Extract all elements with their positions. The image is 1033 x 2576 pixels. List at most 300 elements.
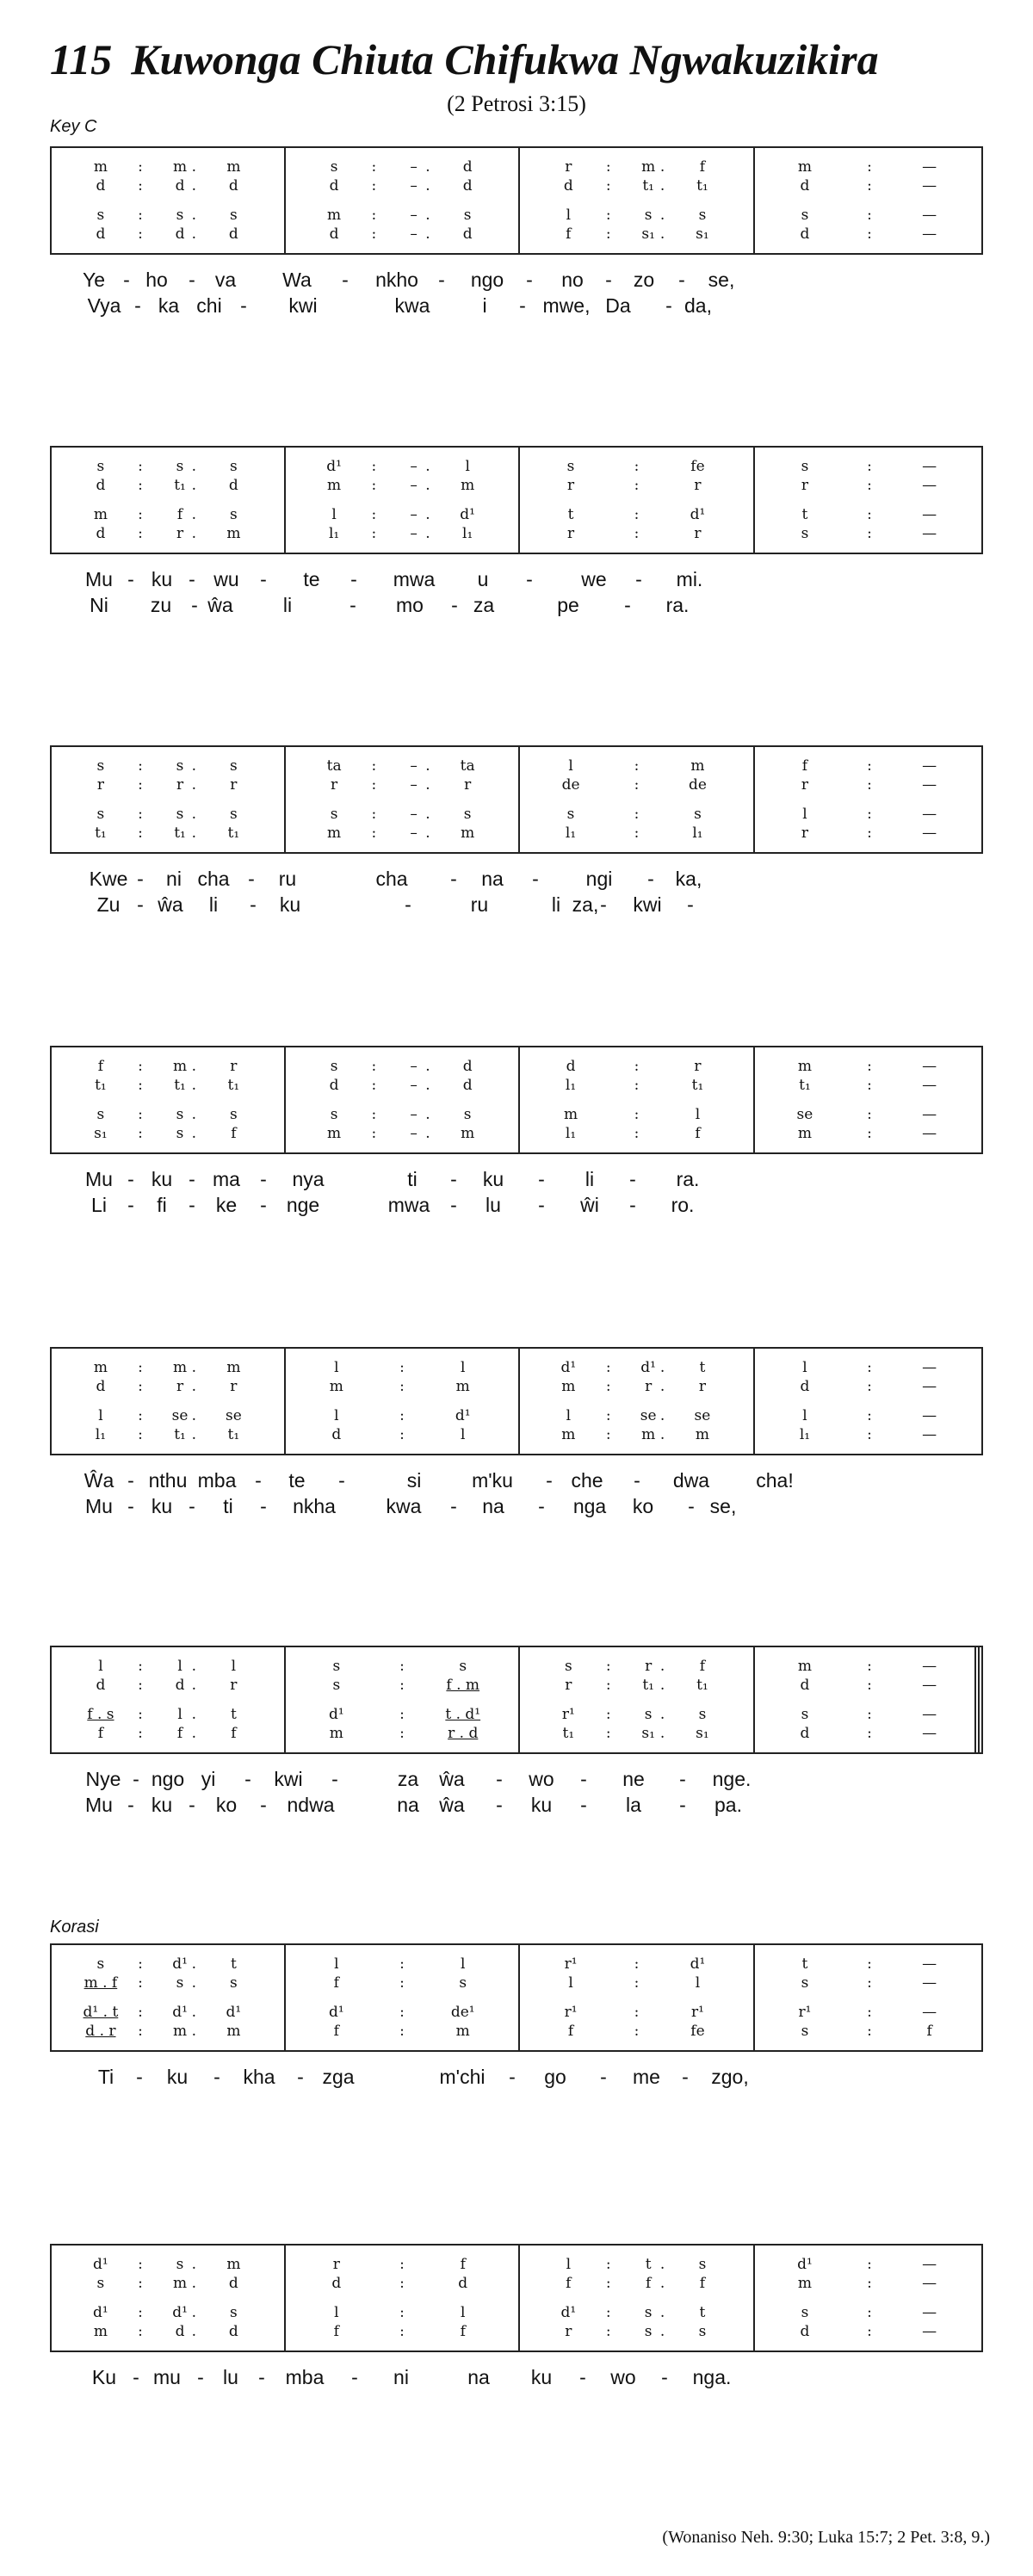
syllable-hyphen: - (133, 2366, 139, 2388)
hymn-number: 115 (50, 35, 113, 83)
sol-fa-note: m (797, 1125, 813, 1142)
beat-separator: : (138, 207, 143, 224)
lyric-syllable: ku (530, 1794, 553, 1816)
sol-fa-note: r (565, 1677, 572, 1694)
lyric-syllable: ni (393, 2366, 409, 2388)
lyric-syllable: mo (396, 594, 424, 616)
syllable-hyphen: - (350, 568, 357, 590)
half-beat-dot: . (425, 458, 430, 475)
lyric-syllable: se, (708, 269, 735, 291)
syllable-hyphen: - (136, 2066, 143, 2088)
sol-fa-note: l (568, 757, 573, 775)
sol-fa-note: — (922, 757, 937, 775)
lyric-syllable: za (473, 594, 495, 616)
sol-fa-note: s (330, 1058, 338, 1075)
beat-separator: : (634, 806, 640, 823)
sol-fa-note: – (410, 776, 418, 794)
note-row (52, 756, 981, 776)
sol-fa-note: r (332, 2256, 340, 2273)
half-beat-dot: . (191, 225, 196, 243)
beat-separator: : (634, 2004, 640, 2021)
lyric-syllable: Kwe (89, 868, 128, 890)
sol-fa-note: l (461, 1955, 466, 1973)
music-system (50, 1646, 983, 1819)
sol-fa-note: t₁ (696, 1677, 708, 1694)
beat-separator: : (867, 1106, 872, 1123)
half-beat-dot: . (191, 458, 196, 475)
half-beat-dot: . (659, 158, 665, 176)
syllable-hyphen: - (579, 2366, 586, 2388)
sol-fa-note: — (922, 177, 937, 195)
beat-separator: : (867, 525, 872, 542)
syllable-hyphen: - (127, 1794, 134, 1816)
lyrics-block (50, 1768, 983, 1819)
beat-separator: : (371, 1125, 377, 1142)
sol-fa-note: — (922, 525, 937, 542)
note-row (52, 224, 981, 244)
lyric-syllable: na (481, 868, 504, 890)
sol-fa-note: de (688, 776, 707, 794)
sol-fa-note: m (172, 2023, 188, 2040)
beat-separator: : (867, 1955, 872, 1973)
sol-fa-note: r (176, 525, 184, 542)
syllable-hyphen: - (538, 1168, 545, 1190)
beat-separator: : (867, 1407, 872, 1424)
sol-fa-note: s (96, 458, 105, 475)
lyric-syllable: kwa (394, 294, 430, 317)
sol-fa-note: r (565, 2323, 572, 2340)
beat-separator: : (605, 1426, 611, 1443)
lyric-syllable: li (551, 893, 561, 916)
syllable-hyphen: - (349, 594, 356, 616)
sol-fa-note: – (410, 506, 418, 523)
sol-fa-note: s (698, 207, 707, 224)
sol-fa-note: d (462, 225, 473, 243)
sol-fa-note: s₁ (641, 1725, 655, 1742)
beat-separator: : (867, 1706, 872, 1723)
beat-separator: : (605, 2323, 611, 2340)
sol-fa-note: l (231, 1658, 237, 1675)
lyric-syllable: mu (153, 2366, 181, 2388)
beat-separator: : (605, 207, 611, 224)
lyric-syllable: ku (151, 568, 173, 590)
lyric-syllable: me (633, 2066, 660, 2088)
lyric-syllable: go (544, 2066, 566, 2088)
syllable-hyphen: - (605, 269, 612, 291)
sol-fa-note: s (176, 757, 184, 775)
beat-separator: : (867, 2275, 872, 2292)
lyric-syllable: te (288, 1469, 306, 1492)
sol-fa-note: s (330, 806, 338, 823)
note-row (52, 775, 981, 795)
syllable-hyphen: - (635, 568, 642, 590)
sol-fa-note: m (461, 825, 475, 842)
beat-separator: : (867, 1677, 872, 1694)
sol-fa-note: m (797, 158, 813, 176)
sol-fa-note: s (566, 458, 575, 475)
beat-separator: : (867, 776, 872, 794)
sol-fa-note: d¹ (560, 2304, 577, 2321)
beat-separator: : (371, 225, 377, 243)
lyric-syllable: i (482, 294, 487, 317)
sol-fa-note: s (644, 1706, 653, 1723)
syllable-hyphen: - (450, 1194, 457, 1216)
sol-fa-note: d (96, 477, 106, 494)
syllable-hyphen: - (244, 1768, 251, 1790)
syllable-hyphen: - (538, 1495, 545, 1517)
sol-fa-note: s (230, 1974, 238, 1992)
sol-fa-note: t₁ (696, 177, 708, 195)
sol-fa-note: – (410, 158, 418, 176)
sol-fa-note: d (96, 225, 106, 243)
beat-separator: : (399, 2004, 405, 2021)
half-beat-dot: . (191, 2256, 196, 2273)
syllable-hyphen: - (538, 1194, 545, 1216)
sol-fa-note: — (922, 1359, 937, 1376)
beat-separator: : (138, 477, 143, 494)
lyric-syllable: ku (166, 2066, 189, 2088)
sol-fa-note: d (96, 525, 106, 542)
sol-fa-note: r (566, 525, 575, 542)
half-beat-dot: . (425, 506, 430, 523)
half-beat-dot: . (191, 506, 196, 523)
sol-fa-note: d (462, 158, 473, 176)
sol-fa-note: t (645, 2256, 652, 2273)
lyric-syllable: Zu (96, 893, 121, 916)
syllable-hyphen: - (496, 1794, 503, 1816)
sol-fa-note: r (230, 1677, 238, 1694)
sol-fa-note: s₁ (696, 1725, 709, 1742)
note-row (52, 1056, 981, 1077)
sol-fa-note: s (230, 506, 238, 523)
half-beat-dot: . (659, 177, 665, 195)
sol-fa-note: — (922, 2323, 937, 2340)
sol-fa-note: d (228, 177, 238, 195)
note-row (52, 1123, 981, 1144)
sol-fa-note: m (172, 158, 188, 176)
half-beat-dot: . (191, 757, 196, 775)
sol-fa-note: s (463, 806, 472, 823)
note-row (52, 1704, 981, 1725)
sol-fa-note: d (566, 1058, 576, 1075)
beat-separator: : (138, 1955, 143, 1973)
footnote-references: (Wonaniso Neh. 9:30; Luka 15:7; 2 Pet. 3:8, 9.) (662, 2528, 990, 2547)
sol-fa-note: r (801, 825, 809, 842)
sol-fa-note: s (96, 2275, 105, 2292)
sol-fa-note: l₁ (328, 525, 340, 542)
half-beat-dot: . (425, 158, 430, 176)
sol-fa-note: l (802, 1359, 807, 1376)
staff-box (50, 1046, 983, 1154)
sol-fa-note: d (563, 177, 573, 195)
lyric-syllable: Li (91, 1194, 107, 1216)
sol-fa-note: m (226, 2256, 241, 2273)
syllable-hyphen: - (189, 568, 195, 590)
sol-fa-note: – (410, 1106, 418, 1123)
sol-fa-note: s (332, 1677, 341, 1694)
syllable-hyphen: - (189, 1194, 195, 1216)
staff-box (50, 745, 983, 854)
sol-fa-note: de (561, 776, 580, 794)
sol-fa-note: t (801, 506, 808, 523)
syllable-hyphen: - (240, 294, 247, 317)
lyric-line (50, 594, 983, 618)
hymn-title: Kuwonga Chiuta Chifukwa Ngwakuzikira (131, 35, 879, 83)
note-row (52, 1405, 981, 1426)
lyric-syllable: ŵi (580, 1194, 599, 1216)
lyric-syllable: li (208, 893, 219, 916)
lyric-syllable: Nye (85, 1768, 121, 1790)
sol-fa-note: r (698, 1378, 707, 1395)
lyric-syllable: za, (572, 893, 599, 916)
beat-separator: : (605, 2275, 611, 2292)
sol-fa-note: d (462, 1058, 473, 1075)
lyric-line (50, 868, 983, 892)
sol-fa-note: t₁ (642, 177, 654, 195)
lyrics-block (50, 1168, 983, 1220)
half-beat-dot: . (659, 1725, 665, 1742)
lyric-syllable: nthu (148, 1469, 188, 1492)
beat-separator: : (634, 757, 640, 775)
beat-separator: : (867, 506, 872, 523)
sol-fa-note: s (698, 1706, 707, 1723)
lyric-syllable: lu (223, 2366, 238, 2388)
sol-fa-note: t₁ (227, 1077, 240, 1094)
beat-separator: : (605, 2256, 611, 2273)
syllable-hyphen: - (260, 1495, 267, 1517)
sol-fa-note: s (230, 2304, 238, 2321)
sol-fa-note: se (796, 1106, 813, 1123)
beat-separator: : (138, 1706, 143, 1723)
syllable-hyphen: - (450, 868, 457, 890)
sol-fa-note: f (699, 158, 706, 176)
sol-fa-note: t (230, 1955, 237, 1973)
lyric-syllable: nkha (293, 1495, 336, 1517)
lyric-syllable: Ŵa (84, 1469, 114, 1492)
beat-separator: : (867, 1125, 872, 1142)
syllable-hyphen: - (509, 2066, 516, 2088)
sol-fa-note: d (462, 1077, 473, 1094)
sol-fa-note: se (171, 1407, 189, 1424)
beat-separator: : (399, 1359, 405, 1376)
sol-fa-note: f (801, 757, 808, 775)
sol-fa-note: s (230, 458, 238, 475)
beat-separator: : (605, 158, 611, 176)
lyric-syllable: nge. (712, 1768, 752, 1790)
sol-fa-note: d (800, 1725, 810, 1742)
sol-fa-note: s (564, 1658, 572, 1675)
half-beat-dot: . (191, 1106, 196, 1123)
sol-fa-note: s (698, 2256, 707, 2273)
sol-fa-note: m (455, 1378, 470, 1395)
lyric-syllable: ku (482, 1168, 504, 1190)
sol-fa-note: r (464, 776, 472, 794)
lyric-syllable: che (571, 1469, 603, 1492)
sol-fa-note: d . r (85, 2023, 116, 2040)
sol-fa-note: r (694, 477, 702, 494)
sol-fa-note: – (410, 477, 418, 494)
sol-fa-note: l (334, 2304, 339, 2321)
sol-fa-note: d¹ (460, 506, 476, 523)
half-beat-dot: . (659, 1426, 665, 1443)
lyric-syllable: Mu (85, 568, 113, 590)
beat-separator: : (634, 506, 640, 523)
beat-separator: : (371, 825, 377, 842)
sol-fa-note: t (699, 2304, 706, 2321)
sol-fa-note: d¹ (690, 1955, 706, 1973)
sol-fa-note: d (228, 2275, 238, 2292)
syllable-hyphen: - (331, 1768, 338, 1790)
syllable-hyphen: - (405, 893, 411, 916)
sol-fa-note: s (176, 1106, 184, 1123)
sol-fa-note: t (801, 1955, 808, 1973)
sol-fa-note: d (96, 1378, 106, 1395)
lyric-syllable: ŵa (158, 893, 183, 916)
sol-fa-note: m (226, 2023, 241, 2040)
beat-separator: : (138, 1974, 143, 1992)
sol-fa-note: t₁ (227, 825, 240, 842)
sol-fa-note: f (699, 1658, 706, 1675)
beat-separator: : (138, 458, 143, 475)
sol-fa-note: f (645, 2275, 652, 2292)
beat-separator: : (138, 825, 143, 842)
sol-fa-note: l (566, 2256, 572, 2273)
sol-fa-note: m (226, 1359, 241, 1376)
sol-fa-note: d¹ . t (83, 2004, 119, 2021)
beat-separator: : (399, 2023, 405, 2040)
note-row (52, 1973, 981, 1993)
lyric-syllable: u (477, 568, 489, 590)
lyric-syllable: fi (157, 1194, 167, 1216)
sol-fa-note: d (458, 2275, 468, 2292)
beat-separator: : (371, 506, 377, 523)
beat-separator: : (634, 1106, 640, 1123)
beat-separator: : (605, 1706, 611, 1723)
syllable-hyphen: - (679, 1768, 686, 1790)
sol-fa-note: — (922, 2275, 937, 2292)
beat-separator: : (634, 1125, 640, 1142)
sol-fa-note: s (801, 458, 809, 475)
beat-separator: : (867, 177, 872, 195)
sol-fa-note: fe (690, 2023, 705, 2040)
note-row (52, 456, 981, 477)
sol-fa-note: r (801, 477, 809, 494)
half-beat-dot: . (191, 1725, 196, 1742)
sol-fa-note: t₁ (562, 1725, 575, 1742)
sol-fa-note: f (231, 1125, 237, 1142)
half-beat-dot: . (659, 1677, 665, 1694)
sol-fa-note: m (561, 1378, 576, 1395)
syllable-hyphen: - (624, 594, 631, 616)
sol-fa-note: l (568, 1974, 573, 1992)
sol-fa-note: f (926, 2023, 932, 2040)
music-system (50, 1943, 983, 2117)
syllable-hyphen: - (526, 568, 533, 590)
half-beat-dot: . (191, 477, 196, 494)
beat-separator: : (138, 1426, 143, 1443)
lyric-line (50, 2366, 983, 2390)
lyric-syllable: Ku (91, 2366, 117, 2388)
half-beat-dot: . (191, 1125, 196, 1142)
lyric-syllable: Mu (85, 1168, 113, 1190)
sol-fa-note: — (922, 1077, 937, 1094)
staff-box (50, 1347, 983, 1455)
lyric-syllable: za (397, 1768, 419, 1790)
beat-separator: : (138, 1359, 143, 1376)
syllable-hyphen: - (665, 294, 672, 317)
beat-separator: : (371, 458, 377, 475)
note-row (52, 205, 981, 225)
beat-separator: : (867, 1359, 872, 1376)
sol-fa-note: — (922, 2256, 937, 2273)
lyric-syllable: mwa (387, 1194, 430, 1216)
sol-fa-note: m (329, 1378, 343, 1395)
lyric-syllable: nya (292, 1168, 325, 1190)
sol-fa-note: s (801, 207, 809, 224)
lyric-syllable: Vya (87, 294, 121, 317)
beat-separator: : (867, 1725, 872, 1742)
beat-separator: : (605, 1725, 611, 1742)
beat-separator: : (138, 2275, 143, 2292)
lyric-syllable: ma (213, 1168, 240, 1190)
beat-separator: : (371, 477, 377, 494)
beat-separator: : (399, 1658, 405, 1675)
sol-fa-note: r (645, 1658, 653, 1675)
sol-fa-note: – (410, 825, 418, 842)
sol-fa-note: s (459, 1658, 467, 1675)
lyric-syllable: Da (605, 294, 631, 317)
syllable-hyphen: - (189, 1168, 195, 1190)
lyrics-block (50, 868, 983, 919)
beat-separator: : (605, 1378, 611, 1395)
note-row (52, 2002, 981, 2023)
sol-fa-note: m (797, 2275, 813, 2292)
sol-fa-note: m (327, 825, 342, 842)
beat-separator: : (634, 477, 640, 494)
half-beat-dot: . (425, 1058, 430, 1075)
lyric-line (50, 1768, 983, 1792)
sol-fa-note: f (566, 2275, 572, 2292)
half-beat-dot: . (425, 477, 430, 494)
sol-fa-note: t (699, 1359, 706, 1376)
syllable-hyphen: - (250, 893, 257, 916)
sol-fa-note: s (96, 806, 105, 823)
lyric-syllable: ŵa (439, 1768, 465, 1790)
sol-fa-note: – (410, 177, 418, 195)
beat-separator: : (867, 1658, 872, 1675)
sol-fa-note: l (177, 1706, 182, 1723)
sol-fa-note: – (410, 225, 418, 243)
staff-box (50, 446, 983, 554)
lyric-syllable: m'chi (439, 2066, 486, 2088)
lyric-syllable: ra. (665, 594, 690, 616)
note-row (52, 2321, 981, 2342)
lyric-syllable: ho (145, 269, 168, 291)
lyric-syllable: zu (150, 594, 172, 616)
half-beat-dot: . (191, 525, 196, 542)
sol-fa-note: r (694, 525, 702, 542)
beat-separator: : (371, 757, 377, 775)
syllable-hyphen: - (546, 1469, 553, 1492)
lyric-syllable: li (585, 1168, 595, 1190)
sol-fa-note: s (694, 806, 702, 823)
sol-fa-note: r¹ (564, 2004, 578, 2021)
beat-separator: : (605, 2304, 611, 2321)
beat-separator: : (399, 1677, 405, 1694)
beat-separator: : (138, 506, 143, 523)
half-beat-dot: . (659, 1658, 665, 1675)
sol-fa-note: d (175, 177, 185, 195)
